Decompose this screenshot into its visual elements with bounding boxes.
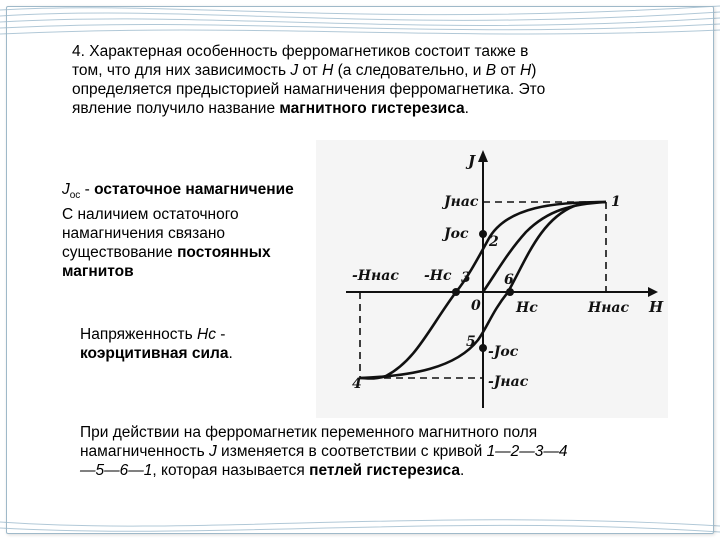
label-point-2: 2 — [489, 234, 499, 250]
dash: - — [215, 326, 226, 343]
label-point-4: 4 — [352, 376, 362, 392]
label-neg-hc: -Hс — [424, 268, 452, 284]
outro-line-1: При действии на ферромагнетик переменного магнитного поля — [80, 424, 538, 441]
symbol-subscript: ос — [69, 190, 81, 202]
intro-text: (а следовательно, и — [333, 62, 486, 79]
term-hysteresis: магнитного гистерезиса — [279, 100, 465, 117]
symbol-J: J — [290, 62, 299, 79]
intro-text: том, что для них зависимость — [72, 62, 291, 79]
symbol-H: H — [520, 62, 532, 79]
intro-paragraph — [72, 42, 632, 118]
hysteresis-diagram — [316, 140, 668, 418]
term-permanent: постоянных — [177, 244, 271, 262]
label-jnas: Jнас — [444, 194, 479, 210]
term-remanence: остаточное намагничение — [94, 181, 294, 198]
remanence-note — [62, 180, 352, 281]
intro-text: от — [298, 62, 323, 79]
j-axis-arrow — [478, 150, 488, 162]
label-point-6: 6 — [504, 272, 514, 288]
label-jos: Jос — [444, 226, 469, 242]
label-point-5: 5 — [466, 334, 476, 350]
period: . — [459, 462, 465, 479]
symbol-H: H — [322, 62, 334, 79]
symbol-J: J — [209, 443, 217, 460]
label-hc: Hс — [516, 300, 538, 316]
label-hnas: Hнас — [588, 300, 630, 316]
term-coercive-force: коэрцитивная сила — [80, 345, 229, 362]
point-5-dot — [479, 344, 487, 352]
curve-sequence: —5—6—1 — [80, 462, 153, 479]
point-6-dot — [506, 288, 514, 296]
outro-text: , которая называется — [152, 462, 310, 479]
intro-line-3: определяется предысторией намагничения ферромагнетика. Это — [72, 81, 546, 98]
remanence-text: существование — [62, 244, 178, 262]
initial-curve — [483, 202, 606, 292]
term-hysteresis-loop: петлей гистерезиса — [309, 462, 460, 479]
label-axis-h: H — [649, 298, 664, 316]
coercivity-text: Напряженность — [80, 326, 198, 343]
symbol-hc: Нс — [197, 326, 216, 343]
symbol-J: J — [62, 181, 70, 198]
label-axis-j: J — [468, 152, 476, 170]
remanence-line-3: намагничения связано — [62, 225, 226, 243]
label-neg-jnas: -Jнас — [488, 374, 529, 390]
h-axis-arrow — [648, 287, 658, 297]
point-3-dot — [452, 288, 460, 296]
outro-text: изменяется в соответствии с кривой — [216, 443, 487, 460]
coercivity-note — [80, 325, 290, 363]
dash: - — [80, 181, 95, 198]
term-magnets: магнитов — [62, 263, 134, 281]
intro-text: явление получило название — [72, 100, 280, 117]
label-point-1: 1 — [611, 194, 621, 210]
symbol-B: B — [485, 62, 497, 79]
label-neg-hnas: -Hнас — [352, 268, 399, 284]
point-2-dot — [479, 230, 487, 238]
remanence-line-2: С наличием остаточного — [62, 206, 239, 224]
intro-text: ) — [531, 62, 537, 79]
hysteresis-figure — [316, 140, 668, 418]
period: . — [228, 345, 233, 362]
label-neg-jos: -Jос — [488, 344, 519, 360]
curve-sequence: 1—2—3—4 — [486, 443, 568, 460]
intro-text: . — [464, 100, 469, 117]
label-point-3: 3 — [461, 270, 471, 286]
outro-text: намагниченность — [80, 443, 209, 460]
outro-paragraph — [80, 423, 660, 480]
intro-line-1: 4. Характерная особенность ферромагнетиков состоит также в — [72, 43, 529, 60]
intro-text: от — [496, 62, 521, 79]
label-origin: 0 — [471, 298, 481, 314]
